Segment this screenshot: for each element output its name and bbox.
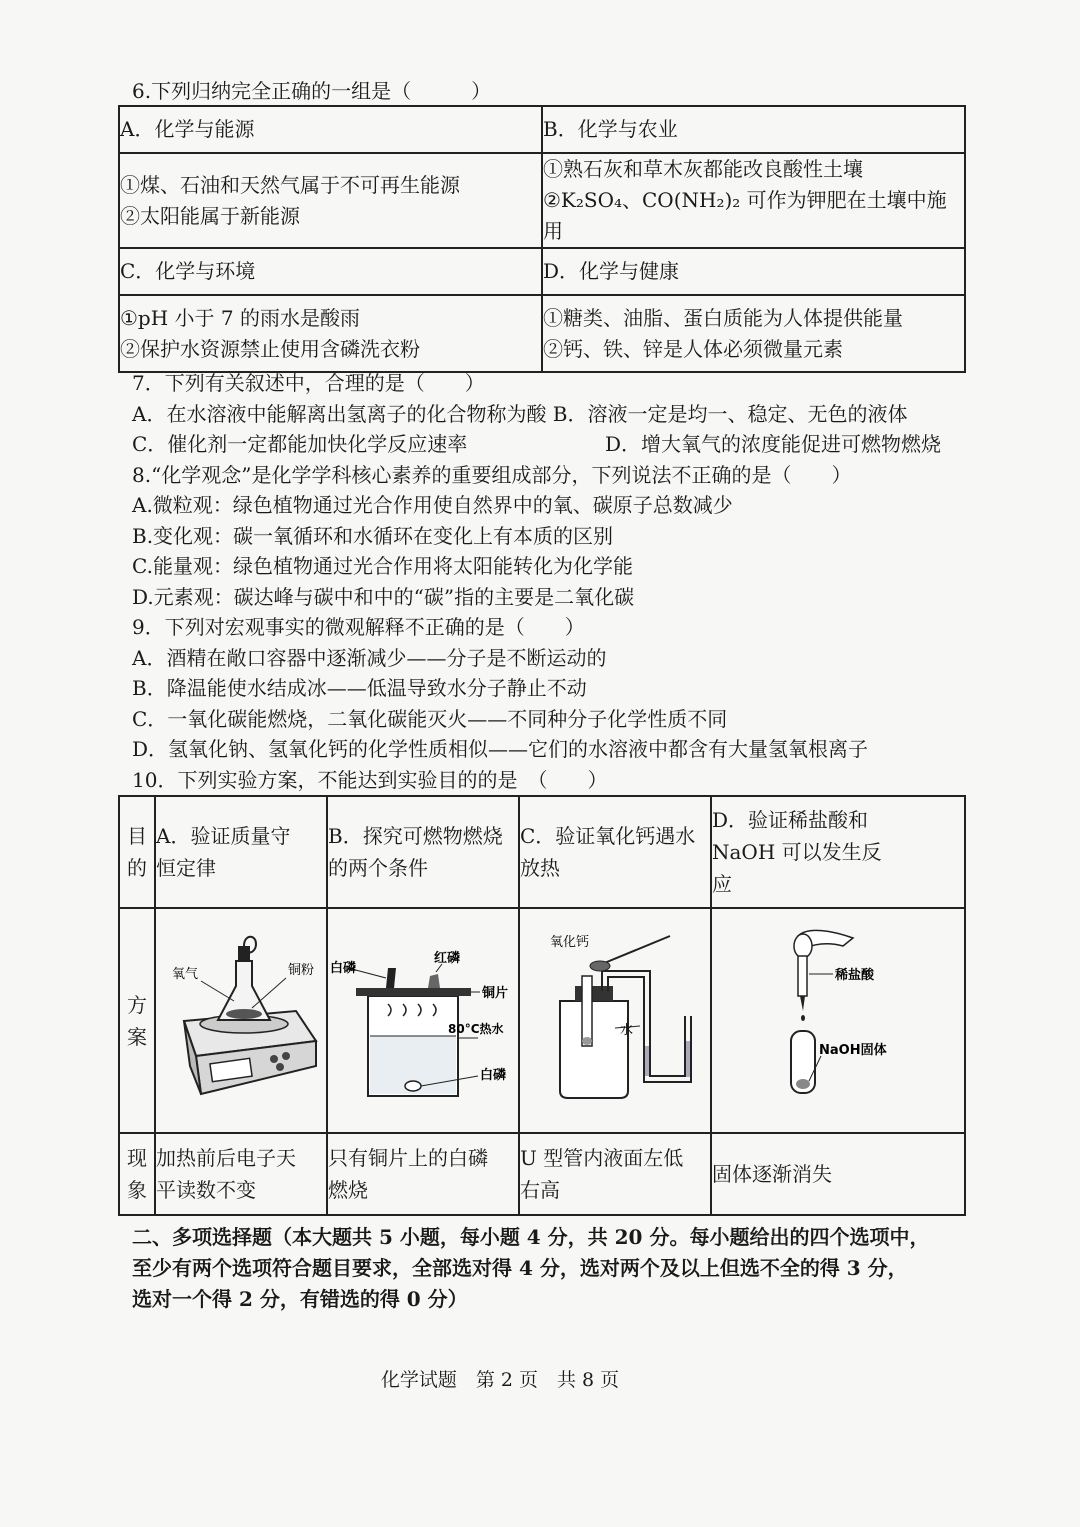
q6-b-l1: ①熟石灰和草木灰都能改良酸性土壤 [543, 157, 863, 181]
row-label-plan-1: 方 [127, 992, 147, 1017]
purpose-d-l3: 应 [712, 872, 732, 896]
row-label-purpose-1: 目 [127, 824, 147, 848]
page-footer: 化学试题 第 2 页 共 8 页 [380, 1369, 620, 1391]
purpose-b-l2: 的两个条件 [328, 856, 428, 880]
dropper-test-tube-icon [743, 916, 933, 1116]
label-white-phosphorus-top: 白磷 [330, 961, 357, 976]
purpose-d-l2: NaOH 可以发生反 [712, 840, 882, 864]
purpose-b [327, 796, 519, 908]
plan-a-figure [155, 908, 327, 1133]
section2-line1: 二、多项选择题（本大题共 5 小题，每小题 4 分，共 20 分。每小题给出的四个选项中， [132, 1225, 930, 1249]
q6-d-title: D．化学与健康 [542, 248, 965, 295]
row-label-phen-1: 现 [127, 1146, 147, 1170]
purpose-a-l1: A．验证质量守 [156, 824, 291, 848]
section2-line3: 选对一个得 2 分，有错选的得 0 分） [132, 1287, 468, 1311]
label-naoh-solid: NaOH固体 [819, 1043, 887, 1058]
q8-option-b: B.变化观：碳一氧循环和水循环在变化上有本质的区别 [132, 524, 614, 548]
q6-c-l2: ②保护水资源禁止使用含磷洗衣粉 [120, 336, 420, 361]
label-red-phosphorus: 红磷 [434, 951, 461, 966]
q6-a-title: A．化学与能源 [119, 106, 542, 153]
purpose-a-l2: 恒定律 [156, 856, 216, 880]
q6-d-l2: ②钙、铁、锌是人体必须微量元素 [543, 336, 843, 361]
phenomenon-c [519, 1133, 711, 1215]
q7-stem: 7．下列有关叙述中，合理的是（ ） [132, 371, 485, 395]
q7-options-line1: A．在水溶液中能解离出氢离子的化合物称为酸 B．溶液一定是均一、稳定、无色的液体 [132, 402, 908, 426]
phenomenon-c-l2: 右高 [520, 1178, 560, 1202]
phenomenon-b-l2: 燃烧 [328, 1178, 368, 1202]
row-label-phen-2: 象 [127, 1178, 147, 1202]
phenomenon-a-l1: 加热前后电子天 [156, 1146, 296, 1170]
q6-b-body [542, 153, 965, 248]
purpose-c [519, 796, 711, 908]
beaker-copper-plate-icon [328, 916, 518, 1116]
purpose-b-l1: B．探究可燃物燃烧 [328, 824, 503, 848]
q6-c-l1: ①pH 小于 7 的雨水是酸雨 [120, 305, 360, 330]
row-label-purpose-2: 的 [127, 856, 147, 880]
q6-a-l1: ①煤、石油和天然气属于不可再生能源 [120, 172, 460, 197]
q6-c-body [119, 295, 542, 372]
q8-stem: 8.“化学观念”是化学学科核心素养的重要组成部分，下列说法不正确的是（ ） [132, 463, 852, 487]
q9-stem: 9．下列对宏观事实的微观解释不正确的是（ ） [132, 615, 585, 639]
label-copper-powder: 铜粉 [288, 963, 315, 978]
phenomenon-b [327, 1133, 519, 1215]
q6-d-body [542, 295, 965, 372]
row-label-plan-2: 案 [127, 1024, 147, 1049]
q9-option-a: A．酒精在敞口容器中逐渐减少——分子是不断运动的 [132, 646, 607, 670]
plan-b-figure [327, 908, 519, 1133]
q6-stem: 6.下列归纳完全正确的一组是（ ） [132, 79, 492, 103]
label-white-phosphorus-bottom: 白磷 [480, 1068, 507, 1083]
label-calcium-oxide: 氧化钙 [550, 935, 590, 950]
phenomenon-b-l1: 只有铜片上的白磷 [328, 1146, 488, 1170]
purpose-c-l2: 放热 [520, 856, 560, 880]
purpose-c-l1: C．验证氧化钙遇水 [520, 824, 696, 848]
u-tube-apparatus-icon [520, 916, 710, 1116]
q7-option-c: C．催化剂一定都能加快化学反应速率 [132, 432, 468, 456]
row-label-plan [119, 908, 155, 1133]
label-water: 水 [620, 1023, 634, 1038]
phenomenon-d [711, 1133, 965, 1215]
q9-option-b: B．降温能使水结成冰——低温导致水分子静止不动 [132, 676, 587, 700]
q7-option-d: D．增大氧气的浓度能促进可燃物燃烧 [605, 432, 942, 456]
q6-table [118, 105, 966, 373]
label-hot-water: 80°C热水 [448, 1022, 504, 1036]
phenomenon-a [155, 1133, 327, 1215]
plan-c-figure [519, 908, 711, 1133]
section2-line2: 至少有两个选项符合题目要求，全部选对得 4 分，选对两个及以上但选不全的得 3 分， [132, 1256, 908, 1280]
q8-option-c: C.能量观：绿色植物通过光合作用将太阳能转化为化学能 [132, 554, 633, 578]
phenomenon-c-l1: U 型管内液面左低 [520, 1146, 684, 1170]
phenomenon-d-l1: 固体逐渐消失 [712, 1162, 832, 1186]
q8-option-a: A.微粒观：绿色植物通过光合作用使自然界中的氧、碳原子总数减少 [132, 493, 733, 517]
q9-option-c: C．一氧化碳能燃烧，二氧化碳能灭火——不同种分子化学性质不同 [132, 707, 728, 731]
electronic-balance-icon [156, 916, 326, 1116]
q6-b-title: B．化学与农业 [542, 106, 965, 153]
label-dilute-hcl: 稀盐酸 [835, 968, 875, 983]
plan-d-figure [711, 908, 965, 1133]
label-copper-plate: 铜片 [482, 986, 509, 1001]
row-label-purpose [119, 796, 155, 908]
purpose-d-l1: D．验证稀盐酸和 [712, 808, 869, 832]
q8-option-d: D.元素观：碳达峰与碳中和中的“碳”指的主要是二氧化碳 [132, 585, 635, 609]
label-oxygen: 氧气 [171, 967, 198, 982]
purpose-a [155, 796, 327, 908]
phenomenon-a-l2: 平读数不变 [156, 1178, 256, 1202]
q6-a-l2: ②太阳能属于新能源 [120, 203, 300, 228]
q9-option-d: D．氢氧化钠、氢氧化钙的化学性质相似——它们的水溶液中都含有大量氢氧根离子 [132, 737, 869, 761]
q10-stem: 10．下列实验方案，不能达到实验目的的是 （ ） [132, 768, 608, 792]
row-label-phenomenon [119, 1133, 155, 1215]
q6-a-body [119, 153, 542, 248]
purpose-d [711, 796, 965, 908]
q10-table [118, 795, 966, 1216]
q6-d-l1: ①糖类、油脂、蛋白质能为人体提供能量 [543, 305, 903, 330]
q6-b-l2: ②K₂SO₄、CO(NH₂)₂ 可作为钾肥在土壤中施用 [543, 188, 947, 243]
q6-c-title: C．化学与环境 [119, 248, 542, 295]
